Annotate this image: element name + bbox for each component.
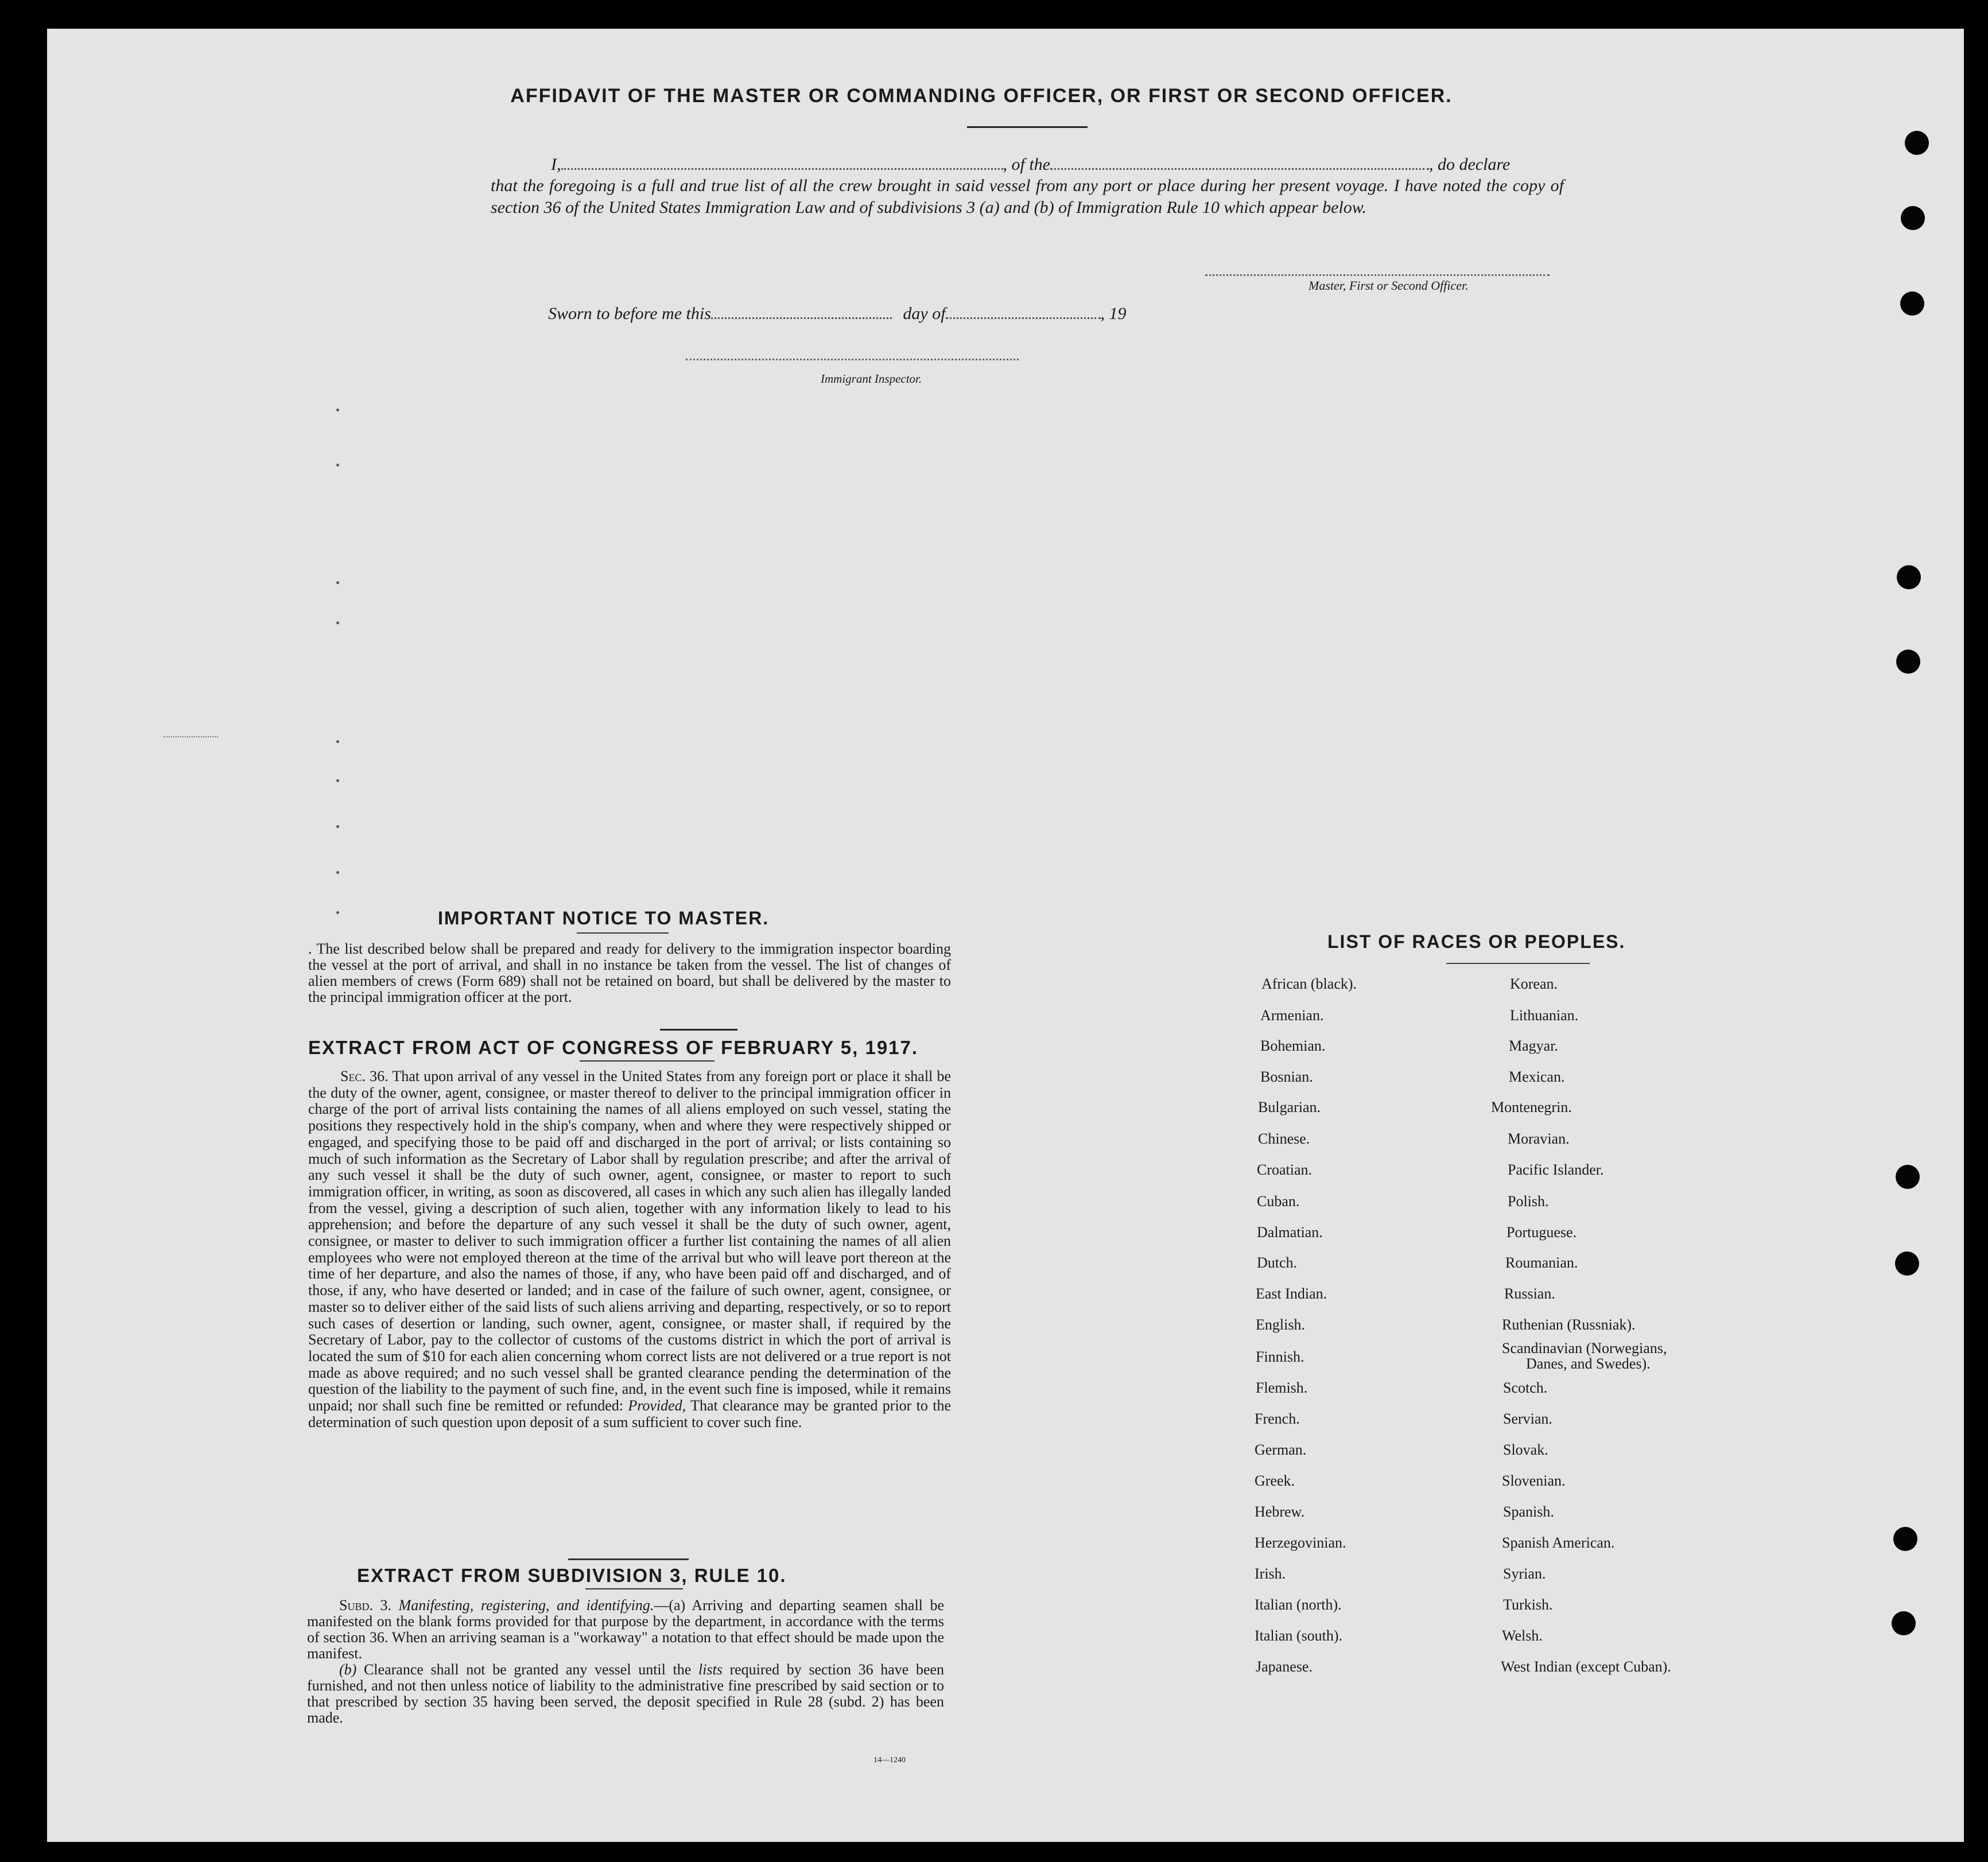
of-the-text: , of the (1003, 155, 1050, 174)
race-item: Dutch. (1257, 1254, 1298, 1271)
document-page (47, 29, 1964, 1842)
margin-dot (336, 911, 339, 914)
notice-title: IMPORTANT NOTICE TO MASTER. (438, 908, 770, 928)
sworn-line (548, 304, 1127, 324)
form-number: 14—1240 (873, 1756, 906, 1764)
punch-hole (1895, 1251, 1919, 1276)
rule-10-text (307, 1597, 944, 1726)
act-title-underline (580, 1060, 715, 1062)
race-item: Moravian. (1508, 1130, 1570, 1147)
race-item: Roumanian. (1505, 1254, 1578, 1271)
race-item: Syrian. (1503, 1565, 1546, 1582)
subd-heading: Manifesting, registering, and identifying. (398, 1597, 654, 1614)
race-item: Armenian. (1260, 1007, 1324, 1024)
race-item: African (black). (1261, 975, 1357, 992)
race-item: Japanese. (1256, 1658, 1313, 1675)
race-item: Danes, and Swedes). (1526, 1355, 1651, 1372)
section-rule-2 (568, 1558, 689, 1560)
race-item: Chinese. (1258, 1130, 1310, 1147)
section-rule (660, 1029, 737, 1031)
race-item: Bosnian. (1260, 1068, 1313, 1085)
race-item: Italian (south). (1255, 1627, 1343, 1644)
margin-dot (336, 409, 339, 411)
punch-hole (1897, 565, 1921, 589)
margin-dot (336, 581, 339, 584)
punch-hole (1893, 1527, 1917, 1551)
race-item: Croatian. (1257, 1161, 1313, 1178)
name-blank[interactable] (561, 168, 1003, 170)
punch-hole (1901, 206, 1925, 230)
margin-dot (336, 825, 339, 828)
race-item: Portuguese. (1506, 1224, 1577, 1241)
race-item: Irish. (1255, 1565, 1286, 1582)
sworn-day-blank[interactable] (711, 317, 892, 319)
para-b-text-2: required by section 36 have been furnished, and not then unless notice of liability to the administrative fine prescribed by said section or to that prescribed by section 35 having been served, the deposit specified in Rule 28 (subd. 2) has been made. (307, 1661, 945, 1726)
rule-extract-title: EXTRACT FROM SUBDIVISION 3, RULE 10. (357, 1565, 787, 1586)
title-rule (967, 126, 1088, 128)
race-item: Scandinavian (Norwegians, (1502, 1340, 1667, 1356)
race-item: Ruthenian (Russniak). (1502, 1316, 1636, 1333)
section-36-body: That upon arrival of any vessel in the United States from any foreign port or place it shall be the duty of the owner, agent, consignee, or master thereof to deliver to the principal immigration officer in charge of the port of arrival lists containing the names of all aliens employed on such vessel, stating the positions they respectively hold in the ship's company, when and where they were respectively shipped or engaged, and specifying those to be paid off and discharged in the port of arrival; or lists containing so much of such information as the Secretary of Labor shall by regulation prescribe; and after the arrival of any such vessel it shall be the duty of such owner, agent, consignee, or master to report to such immigration officer, in writing, as soon as discovered, all cases in which any such alien has illegally landed from the vessel, giving a description of such alien, together with any information likely to lead to his apprehension; and before the departure of any such vessel it shall be the duty of such owner, agent, consignee, or master to deliver to such immigration officer a further list containing the names of all alien employees who were not employed thereon at the time of the arrival but who will leave port thereon at the time of her departure, and also the names of those, if any, who have been paid off and discharged, and of those, if any, who have deserted or landed; and in case of the failure of such owner, agent, consignee, or master so to deliver either of the said lists of such aliens arriving and departing, respectively, or so to report such cases of desertion or landing, such owner, agent, consignee, or master shall, if required by the Secretary of Labor, pay to the collector of customs of the customs district in which the port of arrival is located the sum of $10 for each alien concerning whom correct lists are not delivered or a true report is not made as above required; and no such vessel shall be granted clearance pending the determination of the question of the liability to the payment of such fine, and, in the event such fine is imposed, while it remains unpaid; nor shall such fine be remitted or refunded: (308, 1068, 951, 1414)
notice-underline (577, 932, 669, 934)
race-item: Italian (north). (1255, 1596, 1342, 1613)
race-item: Dalmatian. (1257, 1224, 1323, 1241)
race-item: Magyar. (1509, 1037, 1558, 1054)
para-b-label: (b) (339, 1661, 357, 1678)
race-item: Servian. (1503, 1410, 1552, 1427)
race-item: Montenegrin. (1491, 1099, 1572, 1115)
race-item: Slovak. (1503, 1441, 1548, 1458)
race-item: Turkish. (1503, 1596, 1553, 1613)
race-item: Welsh. (1502, 1627, 1543, 1644)
declarant-prefix: I, (551, 155, 561, 174)
punch-hole (1896, 1165, 1920, 1189)
subd-label: Subd. 3. (339, 1597, 392, 1614)
rule-para-a (307, 1597, 944, 1662)
punch-hole (1905, 131, 1929, 155)
sworn-prefix: Sworn to before me this (548, 304, 711, 323)
signature-line[interactable] (1205, 274, 1550, 276)
race-item: German. (1255, 1441, 1307, 1458)
race-item: Hebrew. (1255, 1503, 1305, 1520)
race-item: Flemish. (1256, 1379, 1308, 1396)
race-item: West Indian (except Cuban). (1501, 1658, 1671, 1675)
race-item: Pacific Islander. (1508, 1161, 1604, 1178)
section-label: Sec. 36. (340, 1068, 389, 1084)
section-36-end: That clearance may be granted prior to the determination of such question upon deposit of a sum sufficient to cover such fine. (308, 1397, 951, 1430)
sworn-month-blank[interactable] (946, 317, 1101, 319)
inspector-signature-line[interactable] (686, 359, 1019, 360)
punch-hole (1900, 291, 1924, 316)
race-item: Bohemian. (1260, 1037, 1326, 1054)
race-item: Slovenian. (1502, 1472, 1566, 1489)
race-item: English. (1256, 1316, 1305, 1333)
race-item: Greek. (1255, 1472, 1295, 1489)
race-item: Herzegovinian. (1255, 1534, 1346, 1551)
race-item: Spanish American. (1502, 1534, 1615, 1551)
section-36-text (308, 1068, 951, 1430)
affidavit-declaration-line (551, 155, 1561, 174)
rule-title-underline (585, 1588, 683, 1589)
race-item: Cuban. (1257, 1193, 1300, 1210)
affidavit-body: that the foregoing is a full and true list of all the crew brought in said vessel from any port or place during her present voyage. I have noted the copy of section 36 of the United States Immigration Law and of subdivisions 3 (a) and (b) of Immigration Rule 10 which appear below. (491, 176, 1564, 217)
race-item: Polish. (1508, 1193, 1549, 1210)
para-a-text: —(a) Arriving and departing seamen shall be manifested on the blank forms provided for that purpose by the department, in accordance with the terms of section 36. When an arriving seaman is a "workaway" a notation to that effect should be made upon the manifest. (307, 1597, 944, 1662)
punch-hole (1892, 1611, 1916, 1635)
race-item: French. (1255, 1410, 1300, 1427)
inspector-label: Immigrant Inspector. (821, 372, 922, 386)
margin-dot (336, 871, 339, 874)
races-rule (1446, 963, 1590, 964)
affidavit-title: AFFIDAVIT OF THE MASTER OR COMMANDING OFFICER, OR FIRST OR SECOND OFFICER. (510, 85, 1453, 107)
race-item: Bulgarian. (1258, 1099, 1321, 1115)
margin-dot (336, 779, 339, 782)
race-item: Finnish. (1256, 1348, 1304, 1365)
year-prefix: , 19 (1100, 304, 1127, 323)
rule-para-b (307, 1662, 944, 1726)
vessel-blank[interactable] (1050, 168, 1429, 170)
margin-mark (164, 736, 218, 737)
race-item: Russian. (1504, 1285, 1555, 1302)
signature-label: Master, First or Second Officer. (1308, 278, 1469, 293)
para-b-text-1: Clearance shall not be granted any vessel until the (363, 1661, 692, 1678)
margin-dot (336, 621, 339, 624)
act-extract-title: EXTRACT FROM ACT OF CONGRESS OF FEBRUARY 5, 1917. (308, 1037, 919, 1058)
do-declare-text: , do declare (1429, 155, 1511, 174)
race-item: Lithuanian. (1510, 1007, 1579, 1024)
day-of-text: day of (903, 304, 946, 323)
punch-hole (1896, 650, 1920, 674)
race-item: Spanish. (1503, 1503, 1554, 1520)
provided-word: Provided, (628, 1397, 686, 1414)
race-item: Korean. (1510, 975, 1558, 992)
notice-text: . The list described below shall be prepared and ready for delivery to the immigration inspector boarding the vessel at the port of arrival, and shall in no instance be taken from the vessel. The list of changes of alien members of crews (Form 689) shall not be retained on board, but shall be delivered by the master to the principal immigration officer at the port. (308, 940, 951, 1005)
margin-dot (336, 740, 339, 743)
race-item: East Indian. (1256, 1285, 1327, 1302)
race-item: Scotch. (1503, 1379, 1548, 1396)
race-item: Mexican. (1509, 1068, 1565, 1085)
races-title: LIST OF RACES OR PEOPLES. (1327, 931, 1626, 952)
lists-word: lists (698, 1661, 723, 1678)
margin-dot (336, 464, 339, 467)
